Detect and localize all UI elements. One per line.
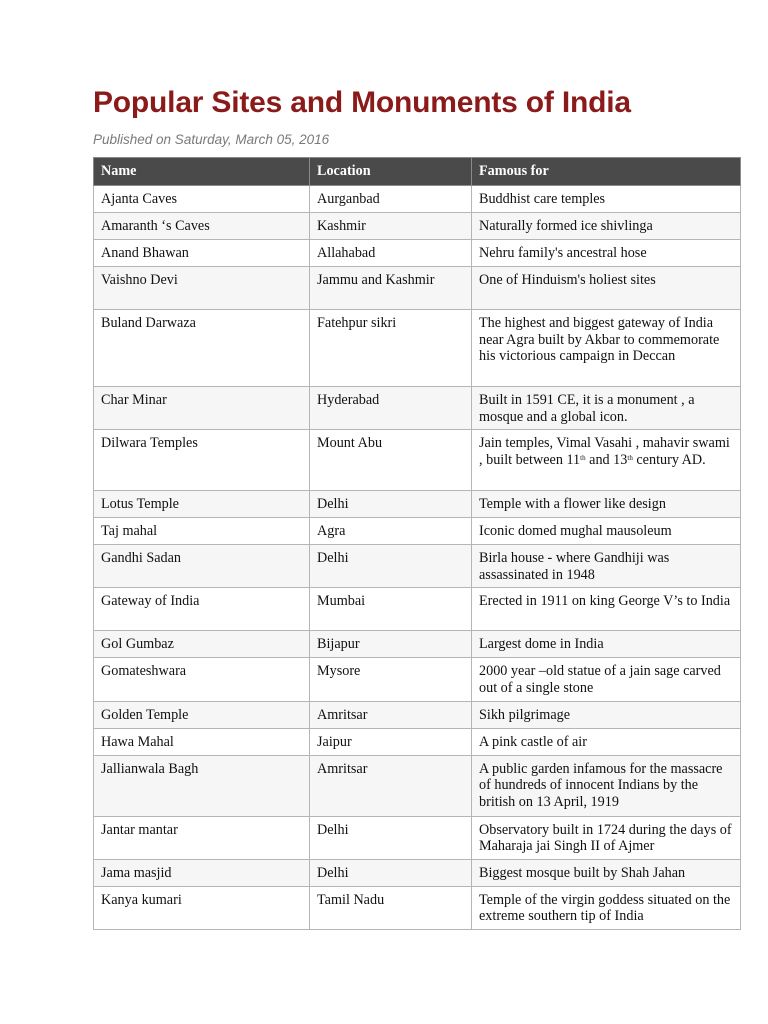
cell-location: Jaipur <box>310 728 472 755</box>
table-row <box>94 310 741 387</box>
cell-famous-for: Birla house - where Gandhiji was assassinated in 1948 <box>472 545 741 588</box>
table-row <box>94 213 741 240</box>
column-header-location: Location <box>310 158 472 186</box>
table-row <box>94 186 741 213</box>
cell-famous-for: The highest and biggest gateway of India near Agra built by Akbar to commemorate his victorious campaign in Deccan <box>472 310 741 387</box>
cell-location: Kashmir <box>310 213 472 240</box>
cell-name: Gomateshwara <box>94 658 310 701</box>
famous-text: and 13 <box>585 451 628 468</box>
cell-name: Char Minar <box>94 387 310 430</box>
cell-name: Ajanta Caves <box>94 186 310 213</box>
cell-famous-for: A pink castle of air <box>472 728 741 755</box>
table-row <box>94 886 741 929</box>
table-row <box>94 728 741 755</box>
published-date: Published on Saturday, March 05, 2016 <box>93 132 330 147</box>
page-title: Popular Sites and Monuments of India <box>93 86 631 119</box>
cell-location: Hyderabad <box>310 387 472 430</box>
cell-name: Jama masjid <box>94 859 310 886</box>
cell-location: Mount Abu <box>310 430 472 491</box>
table-row <box>94 631 741 658</box>
cell-location: Amritsar <box>310 701 472 728</box>
cell-famous-for: Temple with a flower like design <box>472 491 741 518</box>
column-header-famous-for: Famous for <box>472 158 741 186</box>
cell-name: Lotus Temple <box>94 491 310 518</box>
cell-famous-for: Sikh pilgrimage <box>472 701 741 728</box>
table-header-row <box>94 158 741 186</box>
cell-famous-for: A public garden infamous for the massacre of hundreds of innocent Indians by the british on 13 April, 1919 <box>472 755 741 816</box>
cell-location: Tamil Nadu <box>310 886 472 929</box>
cell-location: Bijapur <box>310 631 472 658</box>
table-row <box>94 658 741 701</box>
table-row <box>94 240 741 267</box>
superscript: th <box>580 453 586 462</box>
cell-name: Taj mahal <box>94 518 310 545</box>
table-row <box>94 545 741 588</box>
cell-famous-for: Naturally formed ice shivlinga <box>472 213 741 240</box>
table-row <box>94 430 741 491</box>
cell-name: Jantar mantar <box>94 816 310 859</box>
cell-name: Hawa Mahal <box>94 728 310 755</box>
table-row <box>94 701 741 728</box>
cell-famous-for: One of Hinduism's holiest sites <box>472 267 741 310</box>
table-row <box>94 518 741 545</box>
table-row <box>94 588 741 631</box>
cell-famous-for: Nehru family's ancestral hose <box>472 240 741 267</box>
cell-famous-for: Built in 1591 CE, it is a monument , a mosque and a global icon. <box>472 387 741 430</box>
cell-famous-for: Iconic domed mughal mausoleum <box>472 518 741 545</box>
cell-location: Aurganbad <box>310 186 472 213</box>
cell-location: Delhi <box>310 859 472 886</box>
cell-location: Fatehpur sikri <box>310 310 472 387</box>
cell-name: Dilwara Temples <box>94 430 310 491</box>
cell-location: Amritsar <box>310 755 472 816</box>
cell-name: Gol Gumbaz <box>94 631 310 658</box>
table-row <box>94 387 741 430</box>
cell-location: Delhi <box>310 816 472 859</box>
cell-name: Anand Bhawan <box>94 240 310 267</box>
cell-location: Mysore <box>310 658 472 701</box>
famous-text: century AD. <box>632 451 706 468</box>
cell-famous-for: Temple of the virgin goddess situated on the extreme southern tip of India <box>472 886 741 929</box>
cell-name: Amaranth ‘s Caves <box>94 213 310 240</box>
cell-location: Allahabad <box>310 240 472 267</box>
table-row <box>94 755 741 816</box>
cell-famous-for: 2000 year –old statue of a jain sage carved out of a single stone <box>472 658 741 701</box>
superscript: th <box>627 453 633 462</box>
table-row <box>94 267 741 310</box>
cell-location: Jammu and Kashmir <box>310 267 472 310</box>
cell-famous-for: Largest dome in India <box>472 631 741 658</box>
cell-name: Gandhi Sadan <box>94 545 310 588</box>
cell-location: Mumbai <box>310 588 472 631</box>
cell-name: Jallianwala Bagh <box>94 755 310 816</box>
cell-name: Buland Darwaza <box>94 310 310 387</box>
table-row <box>94 816 741 859</box>
cell-name: Kanya kumari <box>94 886 310 929</box>
cell-location: Delhi <box>310 491 472 518</box>
cell-famous-for: Erected in 1911 on king George V’s to India <box>472 588 741 631</box>
cell-famous-for: Observatory built in 1724 during the days of Maharaja jai Singh II of Ajmer <box>472 816 741 859</box>
column-header-name: Name <box>94 158 310 186</box>
cell-location: Agra <box>310 518 472 545</box>
table-row <box>94 491 741 518</box>
cell-location: Delhi <box>310 545 472 588</box>
cell-name: Vaishno Devi <box>94 267 310 310</box>
table-row <box>94 859 741 886</box>
famous-text: Jain temples, Vimal Vasahi , mahavir swami , built between 11 <box>479 435 730 468</box>
monuments-table <box>93 157 741 930</box>
cell-famous-for: Buddhist care temples <box>472 186 741 213</box>
cell-name: Golden Temple <box>94 701 310 728</box>
cell-name: Gateway of India <box>94 588 310 631</box>
cell-famous-for: Biggest mosque built by Shah Jahan <box>472 859 741 886</box>
cell-famous-for <box>472 430 741 491</box>
